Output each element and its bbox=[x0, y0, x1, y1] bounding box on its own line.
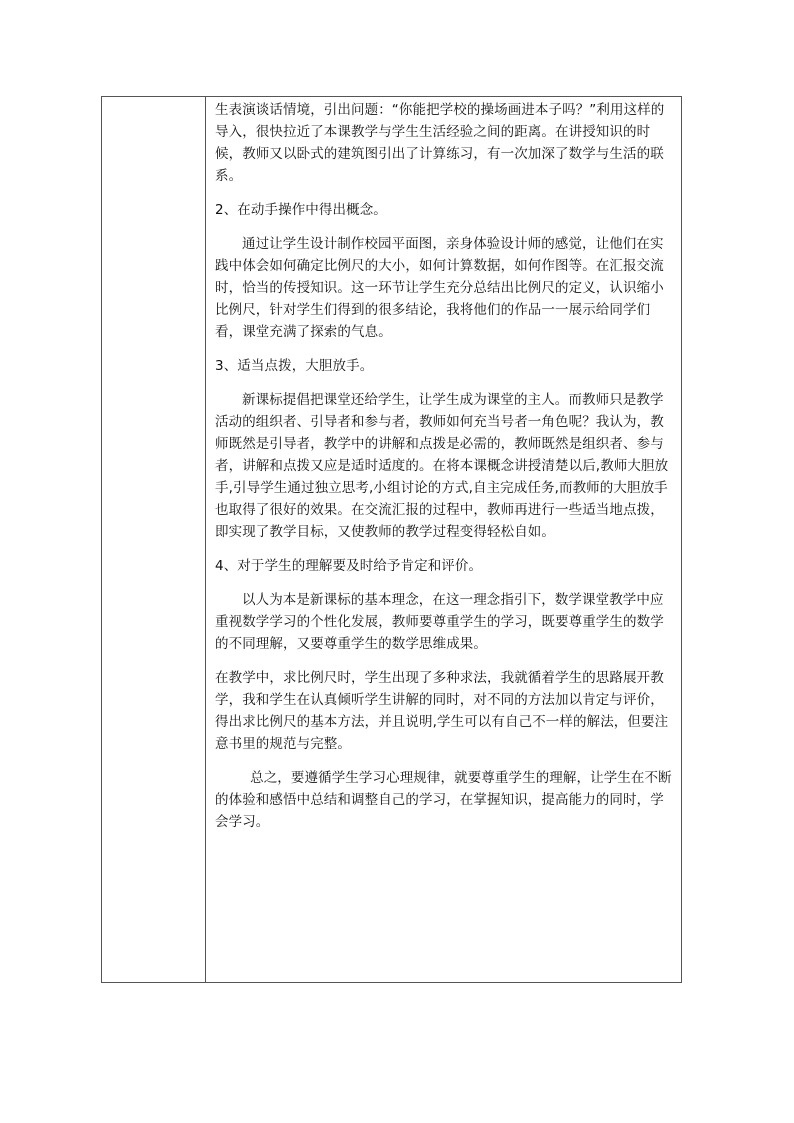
section-heading-4: 4、对于学生的理解要及时给予肯定和评价。 bbox=[215, 558, 483, 574]
paragraph-guidance: 新课标提倡把课堂还给学生，让学生成为课堂的主人。而教师只是教学活动的组织者、引导者和参与者，教师如何充当号者一角色呢？我认为，教师既然是引导者，教学中的讲解和点拨是必需的，教师既然是组织者、参与者，讲解和点拨又应是适时适度的。在将本课概念讲授清楚以后,教师大胆放手,引导学生通过独立思考,小组讨论的方式,自主完成任务,而教师的大胆放手也取得了很好的效果。在交流汇报的过程中，教师再进行一些适当地点拨，即实现了教学目标，又使教师的教学过程变得轻松自如。 bbox=[215, 392, 669, 540]
section-heading-3: 3、适当点拨，大胆放手。 bbox=[215, 358, 374, 374]
paragraph-hands-on: 通过让学生设计制作校园平面图，亲身体验设计师的感觉，让他们在实践中体会如何确定比例尺的大小，如何计算数据，如何作图等。在汇报交流时，恰当的传授知识。这一环节让学生充分总结出比例尺的定义，认识缩小比例尺，针对学生们得到的很多结论，我将他们的作品一一展示给同学们看，课堂充满了探索的气息。 bbox=[215, 236, 664, 340]
paragraph-intro: 生表演谈话情境，引出问题：“你能把学校的操场画进本子吗？”利用这样的导入，很快拉近了本课教学与学生生活经验之间的距离。在讲授知识的时候，教师又以卧式的建筑图引出了计算练习，有一次加深了数学与生活的联系。 bbox=[215, 102, 665, 184]
table-content-cell bbox=[206, 97, 681, 982]
table-left-cell bbox=[102, 97, 206, 982]
paragraph-student-centered: 以人为本是新课标的基本理念，在这一理念指引下，数学课堂教学中应重视数学学习的个性化发展，教师要尊重学生的学习，既要尊重学生的数学的不同理解，又要尊重学生的数学思维成果。 bbox=[215, 592, 664, 652]
paragraph-summary: 总之，要遵循学生学习心理规律，就要尊重学生的理解，让学生在不断的体验和感悟中总结和调整自己的学习，在掌握知识，提高能力的同时，学会学习。 bbox=[215, 770, 672, 830]
section-heading-2: 2、在动手操作中得出概念。 bbox=[215, 202, 387, 218]
document-table bbox=[101, 96, 682, 983]
paragraph-teaching-example: 在教学中，求比例尺时，学生出现了多种求法，我就循着学生的思路展开教学，我和学生在认真倾听学生讲解的同时，对不同的方法加以肯定与评价，得出求比例尺的基本方法，并且说明,学生可以有自己不一样的解法，但要注意书里的规范与完整。 bbox=[215, 670, 669, 752]
